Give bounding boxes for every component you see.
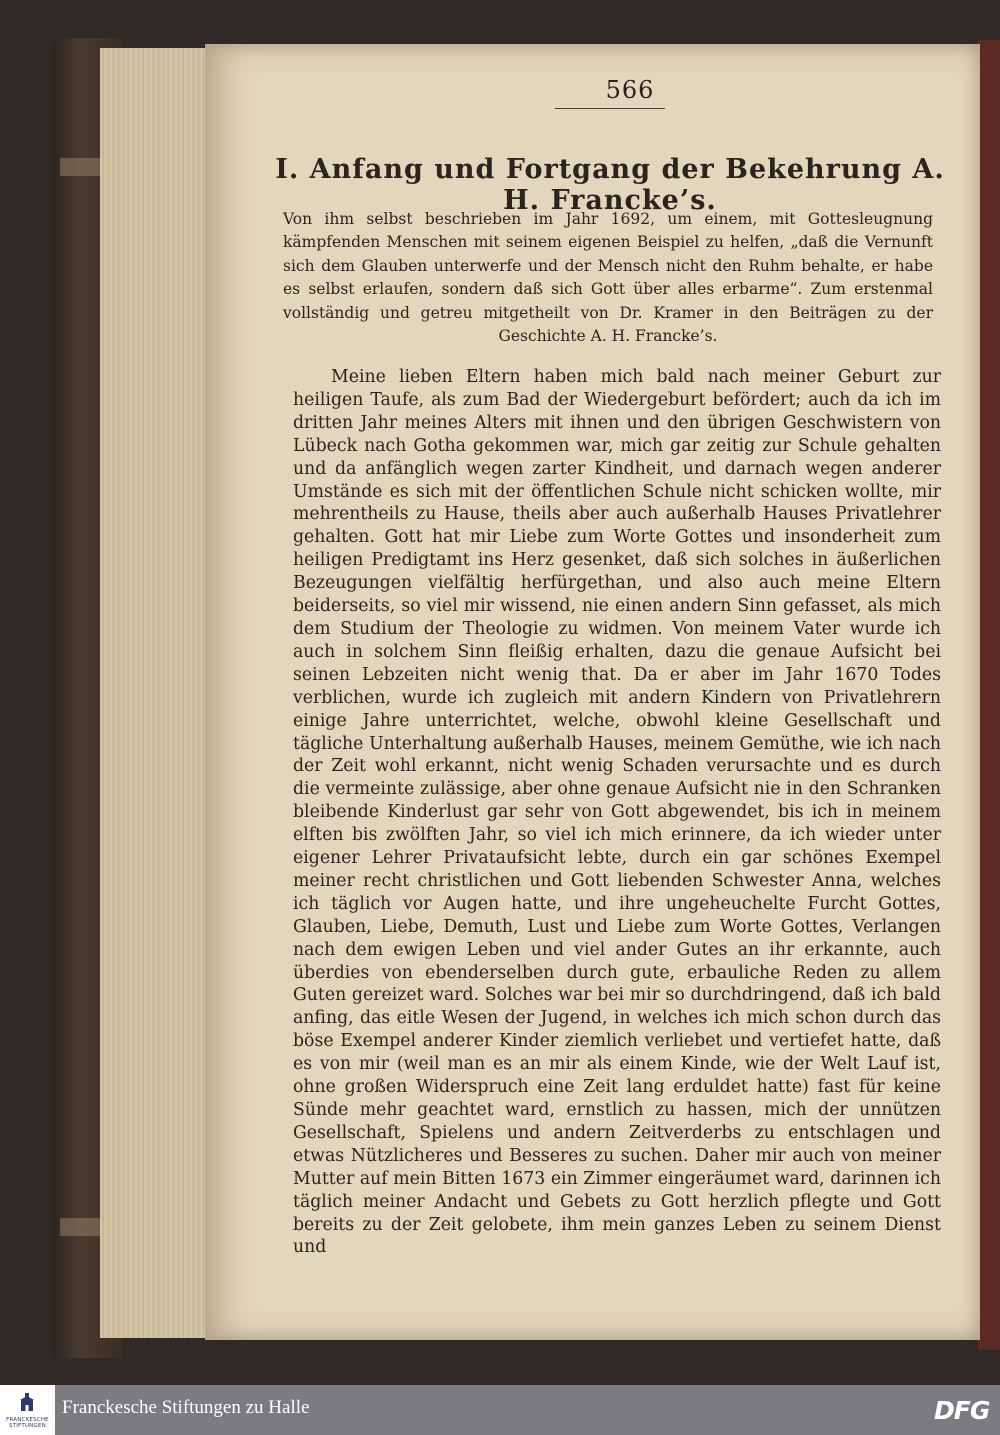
footer-title-link[interactable]: Franckesche Stiftungen zu Halle [62,1397,310,1418]
page-number: 566 [605,76,655,104]
logo-lettering: FRANCKESCHE STIFTUNGEN [6,1417,49,1429]
dfg-logo[interactable]: DFG [934,1396,990,1425]
body-text [293,366,941,1259]
book-page [205,44,980,1340]
francke-logo[interactable] [0,1385,55,1435]
francke-logo-icon [16,1391,38,1413]
body-paragraph: Meine lieben Eltern haben mich bald nach meiner Geburt zur heiligen Taufe, als zum Bad der Wiedergeburt befördert; auch da ich im dritten Jahr meines Alters mit ihnen und den übrigen Geschwistern von Lübeck nach Gotha gekommen war, mich gar zeitig zur Schule gehalten und da anfänglich wegen zarter Kindheit, und darnach wegen anderer Umstände es sich mit der öffentlichen Schule nicht schicken wollte, mir mehrentheils zu Hause, theils aber auch außerhalb Hauses Privatlehrer gehalten. Gott hat mir Liebe zum Worte Gottes und insonderheit zum heiligen Predigtamt ins Herz gesenket, daß sich solches in äußerlichen Bezeugungen vielfältig herfürgethan, und also auch meine Eltern beiderseits, so viel mir wissend, nie einen andern Sinn gefasset, als mich dem Studium der Theologie zu widmen. Von meinem Vater wurde ich auch in solchem Sinn fleißig erhalten, dazu die genaue Aufsicht bei seinen Lebzeiten nicht wenig that. Da er aber im Jahr 1670 Todes verblichen, wurde ich zugleich mit andern Kindern von Privatlehrern einige Jahre unterrichtet, welche, obwohl kleine Gesellschaft und tägliche Unterhaltung außerhalb Hauses, meinem Gemüthe, wie ich nach der Zeit wohl erkannt, nicht wenig Schaden verursachte und es durch die vermeinte zulässige, aber ohne genaue Aufsicht nie in den Schranken bleibende Kinderlust gar sehr von Gott abgewendet, bis ich in meinem elften bis zwölften Jahr, so viel ich mich erinnere, da ich wieder unter eigener Lehrer Privataufsicht lebte, durch ein gar schönes Exempel meiner recht christlichen und Gott liebenden Schwester Anna, welches ich täglich vor Augen hatte, und ihre ungeheuchelte Furcht Gottes, Glauben, Liebe, Demuth, Lust und Liebe zum Worte Gottes, Verlangen nach dem ewigen Leben und viel ander Gutes an ihr erkannte, auch überdies von ebenderselben durch gute, erbauliche Reden zu allem Guten gereizet ward. Solches war bei mir so durchdringend, daß ich bald anfing, das eitle Wesen der Jugend, in welches ich mich schon durch das böse Exempel anderer Kinder ziemlich verliebet und vertiefet hatte, daß es von mir (weil man es an mir als einem Kinde, wie der Welt Lauf ist, ohne großen Widerspruch eine Zeit lang erduldet hatte) fast für keine Sünde mehr geachtet ward, ernstlich zu hassen, mich der unnützen Gesellschaft, Spielens und andern Zeitverderbs zu entschlagen und etwas Nützlicheres und Besseres zu suchen. Daher mir auch von meiner Mutter auf mein Bitten 1673 ein Zimmer eingeräumet ward, darinnen ich täglich meiner Andacht und Gebets zu Gott herzlich pflegte und Gott bereits zu der Zeit gelobete, ihm mein ganzes Leben zu seinem Dienst und [293,367,941,1258]
page-number-rule [555,108,665,109]
page-edges [100,48,210,1338]
chapter-title: I. Anfang und Fortgang der Bekehrung A. H. Francke’s. [275,154,945,216]
viewer-footer [0,1385,1000,1435]
chapter-intro: Von ihm selbst beschrieben im Jahr 1692, um einem, mit Gottesleugnung kämpfenden Menschen mit seinem eigenen Beispiel zu helfen, „daß die Vernunft sich dem Glauben unterwerfe und der Mensch nicht den Ruhm behalte, er habe es selbst erlaufen, sondern daß sich Gott über alles erbarme“. Zum erstenmal vollständig und getreu mitgetheilt von Dr. Kramer in den Beiträgen zu der Geschichte A. H. Francke’s. [283,210,933,346]
book-cover-right [978,40,1000,1350]
